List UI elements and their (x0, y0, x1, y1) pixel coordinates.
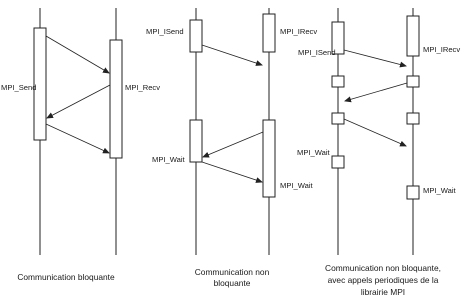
irecv-box (407, 16, 419, 56)
mpi-send-label: MPI_Send (1, 83, 37, 92)
caption-line: librairie MPI (360, 287, 406, 297)
mpi-wait-label: MPI_Wait (152, 155, 185, 164)
wait-box (190, 120, 202, 162)
diagram-non-blocking (146, 8, 317, 288)
mpi-wait-label: MPI_Wait (297, 148, 330, 157)
message-arrow (202, 162, 262, 182)
wait-box (332, 156, 344, 168)
mpi-irecv-label: MPI_IRecv (280, 27, 318, 36)
isend-box (190, 20, 202, 52)
ack-arrow (47, 85, 110, 118)
message-arrow (202, 45, 262, 65)
wait-box (407, 186, 419, 199)
recv-activation-box (110, 40, 122, 158)
mpi-isend-label: MPI_ISend (146, 27, 184, 36)
mpi-wait-label: MPI_Wait (280, 181, 313, 190)
irecv-box (263, 14, 275, 52)
caption-line: bloquante (213, 278, 251, 288)
diagram-non-blocking-periodic (297, 8, 460, 297)
caption-line: avec appels periodiques de la (327, 275, 439, 285)
library-call-box (332, 113, 344, 124)
library-call-box (332, 76, 344, 87)
library-call-box (407, 76, 419, 87)
mpi-wait-label: MPI_Wait (423, 186, 456, 195)
diagram-blocking (1, 8, 160, 282)
library-call-box (407, 113, 419, 124)
ack-arrow (345, 83, 407, 101)
wait-box (263, 120, 275, 197)
caption-line: Communication bloquante (17, 272, 115, 282)
ack-arrow (203, 132, 263, 157)
message-arrow (344, 119, 406, 146)
message-arrow (344, 50, 406, 66)
message-arrow (46, 36, 109, 73)
caption-line: Communication non bloquante, (325, 263, 441, 273)
mpi-irecv-label: MPI_IRecv (423, 45, 461, 54)
mpi-recv-label: MPI_Recv (125, 83, 161, 92)
caption-line: Communication non (194, 267, 270, 277)
message-arrow (46, 124, 109, 153)
mpi-isend-label: MPI_ISend (298, 48, 336, 57)
